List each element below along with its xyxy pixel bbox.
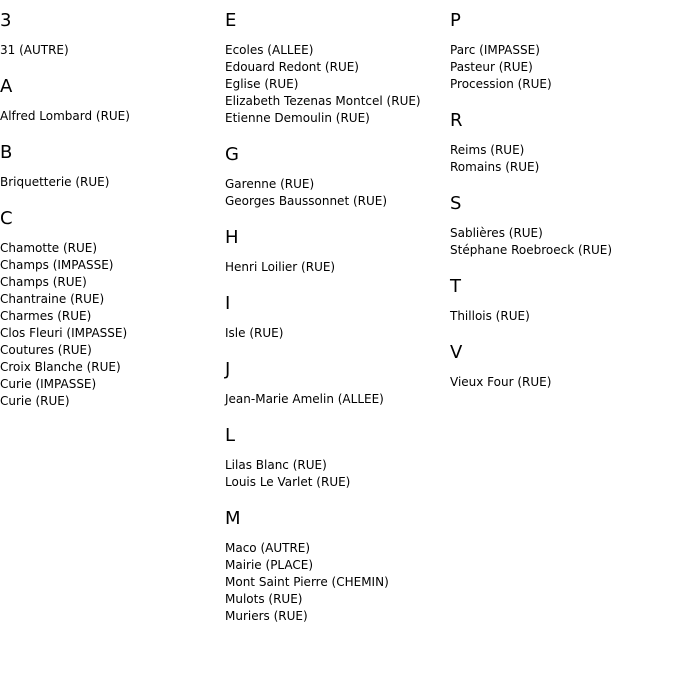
letter-heading: A	[0, 76, 13, 97]
letter-heading: M	[225, 508, 241, 529]
street-index-column-1	[0, 10, 225, 410]
street-link[interactable]: Mairie (PLACE)	[225, 558, 314, 572]
street-link[interactable]: Alfred Lombard (RUE)	[0, 109, 130, 123]
street-link[interactable]: Parc (IMPASSE)	[450, 43, 540, 57]
street-link[interactable]: Mont Saint Pierre (CHEMIN)	[225, 575, 389, 589]
street-link[interactable]: Vieux Four (RUE)	[450, 375, 552, 389]
street-list	[225, 176, 450, 210]
street-link[interactable]: Curie (IMPASSE)	[0, 377, 97, 391]
street-link[interactable]: Henri Loilier (RUE)	[225, 260, 336, 274]
letter-heading: R	[450, 110, 463, 131]
street-list	[0, 174, 225, 191]
street-link[interactable]: Thillois (RUE)	[450, 309, 530, 323]
street-link[interactable]: Garenne (RUE)	[225, 177, 315, 191]
street-link[interactable]: Romains (RUE)	[450, 160, 540, 174]
letter-heading: P	[450, 10, 461, 31]
street-link[interactable]: Muriers (RUE)	[225, 609, 308, 623]
street-list	[225, 42, 450, 127]
street-index	[0, 10, 675, 683]
street-link[interactable]: Sablières (RUE)	[450, 226, 543, 240]
street-link[interactable]: Jean-Marie Amelin (ALLEE)	[225, 392, 384, 406]
letter-group	[0, 142, 225, 191]
letter-group	[225, 359, 450, 408]
letter-group	[0, 76, 225, 125]
street-list	[450, 374, 675, 391]
letter-group	[225, 293, 450, 342]
street-link[interactable]: Edouard Redont (RUE)	[225, 60, 359, 74]
street-link[interactable]: Briquetterie (RUE)	[0, 175, 110, 189]
letter-heading: I	[225, 293, 231, 314]
street-link[interactable]: Clos Fleuri (IMPASSE)	[0, 326, 128, 340]
street-link[interactable]: Coutures (RUE)	[0, 343, 92, 357]
letter-heading: C	[0, 208, 13, 229]
street-list	[0, 240, 225, 410]
street-link[interactable]: Stéphane Roebroeck (RUE)	[450, 243, 613, 257]
street-link[interactable]: Eglise (RUE)	[225, 77, 299, 91]
street-list	[225, 457, 450, 491]
street-index-column-3	[450, 10, 675, 391]
letter-group	[0, 208, 225, 410]
letter-group	[0, 10, 225, 59]
letter-heading: H	[225, 227, 239, 248]
letter-heading: 3	[0, 10, 12, 31]
street-list	[225, 259, 450, 276]
street-link[interactable]: Curie (RUE)	[0, 394, 70, 408]
street-list	[225, 391, 450, 408]
street-link[interactable]: Etienne Demoulin (RUE)	[225, 111, 370, 125]
street-link[interactable]: Chantraine (RUE)	[0, 292, 105, 306]
street-link[interactable]: Champs (IMPASSE)	[0, 258, 114, 272]
street-list	[450, 142, 675, 176]
street-index-column-2	[225, 10, 450, 625]
street-list	[225, 540, 450, 625]
street-list	[0, 108, 225, 125]
letter-group	[450, 193, 675, 259]
street-link[interactable]: Maco (AUTRE)	[225, 541, 311, 555]
street-list	[450, 42, 675, 93]
letter-heading: G	[225, 144, 239, 165]
street-list	[450, 308, 675, 325]
letter-heading: T	[450, 276, 461, 297]
letter-group	[450, 10, 675, 93]
street-link[interactable]: Reims (RUE)	[450, 143, 525, 157]
letter-heading: V	[450, 342, 463, 363]
letter-heading: J	[225, 359, 231, 380]
letter-heading: E	[225, 10, 237, 31]
street-link[interactable]: Isle (RUE)	[225, 326, 284, 340]
street-link[interactable]: Ecoles (ALLEE)	[225, 43, 314, 57]
street-list	[450, 225, 675, 259]
letter-group	[450, 110, 675, 176]
letter-heading: S	[450, 193, 462, 214]
street-link[interactable]: Pasteur (RUE)	[450, 60, 533, 74]
letter-heading: B	[0, 142, 13, 163]
street-link[interactable]: Procession (RUE)	[450, 77, 552, 91]
street-link[interactable]: Charmes (RUE)	[0, 309, 92, 323]
street-list	[225, 325, 450, 342]
street-link[interactable]: Elizabeth Tezenas Montcel (RUE)	[225, 94, 421, 108]
street-link[interactable]: Mulots (RUE)	[225, 592, 303, 606]
letter-group	[450, 342, 675, 391]
letter-group	[225, 425, 450, 491]
letter-group	[450, 276, 675, 325]
street-link[interactable]: Champs (RUE)	[0, 275, 87, 289]
letter-group	[225, 508, 450, 625]
letter-group	[225, 227, 450, 276]
street-link[interactable]: Lilas Blanc (RUE)	[225, 458, 327, 472]
letter-group	[225, 10, 450, 127]
street-list	[0, 42, 225, 59]
street-link[interactable]: Croix Blanche (RUE)	[0, 360, 121, 374]
letter-group	[225, 144, 450, 210]
street-link[interactable]: 31 (AUTRE)	[0, 43, 69, 57]
street-link[interactable]: Georges Baussonnet (RUE)	[225, 194, 388, 208]
street-link[interactable]: Chamotte (RUE)	[0, 241, 98, 255]
letter-heading: L	[225, 425, 236, 446]
street-link[interactable]: Louis Le Varlet (RUE)	[225, 475, 351, 489]
